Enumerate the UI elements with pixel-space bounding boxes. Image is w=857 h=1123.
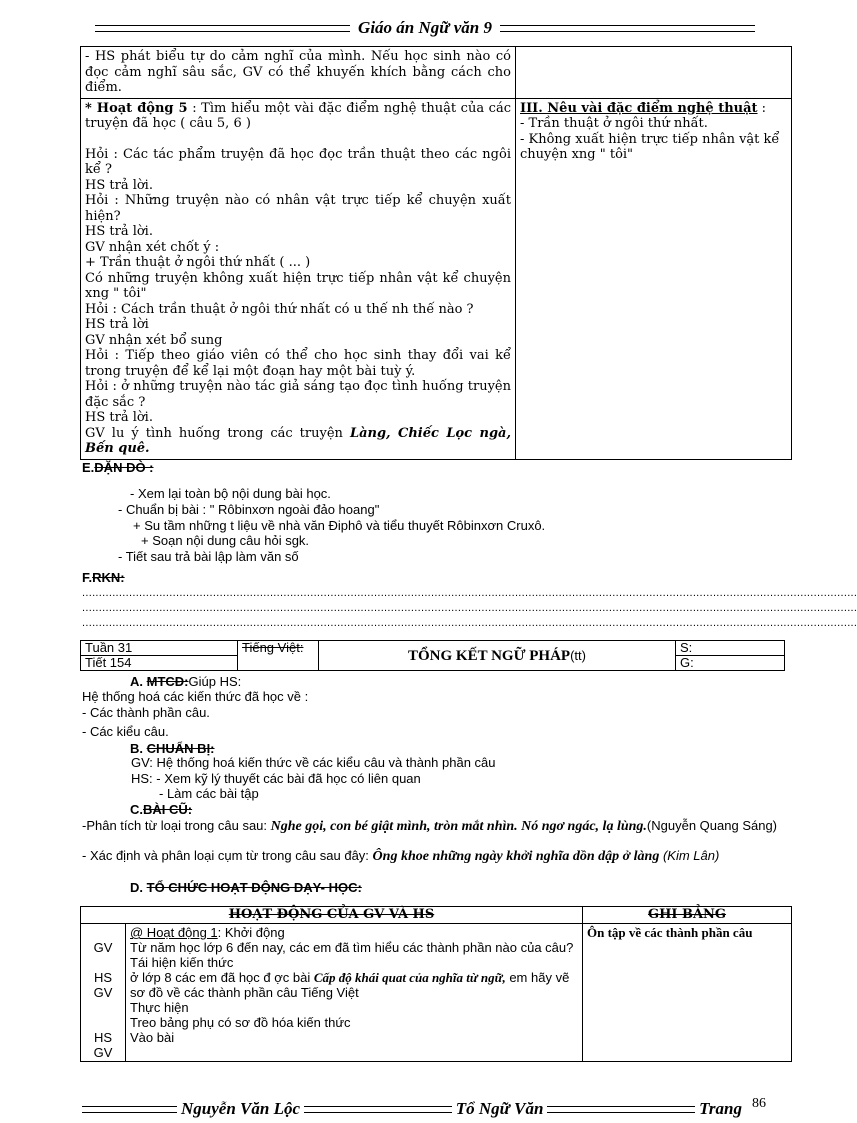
lesson-week: Tuần 31: [81, 641, 238, 656]
lesson-period: Tiết 154: [81, 656, 238, 671]
role-label: GV: [93, 1045, 113, 1060]
preparation-line: - Làm các bài tập: [159, 786, 259, 801]
role-label: HS: [93, 1030, 113, 1045]
page-header: [95, 18, 755, 38]
section-b-prefix: B.: [130, 741, 143, 756]
activity-table: [80, 46, 792, 460]
section-a-after: Giúp HS:: [188, 674, 242, 689]
activity-line: Tái hiện kiến thức: [130, 955, 234, 970]
section-c-heading: [130, 802, 192, 817]
table1-line: HS trả lời.: [85, 410, 153, 425]
homework-item: - Xem lại toàn bộ nội dung bài học.: [130, 486, 331, 501]
table1-line: HS trả lời.: [85, 224, 153, 239]
table1-line: Hỏi : ở những truyện nào tác giả sáng tạo đọc tình huống truyện đặc sắc ?: [85, 379, 511, 410]
notes-heading-colon: :: [761, 100, 767, 116]
table1-row1-right: [516, 47, 792, 99]
footer-rule: [304, 1106, 452, 1113]
lesson-g-label: G:: [676, 656, 785, 671]
lesson-title: TỔNG KẾT NGỮ PHÁP: [408, 647, 571, 664]
role-spacer: [85, 925, 121, 940]
homework-item: + Soạn nội dung câu hỏi sgk.: [141, 533, 310, 548]
activity5-text: : Tìm hiểu một vài đặc điểm nghệ thuật của các truyện đã học ( câu 5, 6 ): [85, 100, 511, 131]
table1-line: Hỏi : Những truyện nào có nhân vật trực tiếp kể chuyện xuất hiện?: [85, 193, 511, 224]
notes-heading: III. Nêu vài đặc điểm nghệ thuật: [520, 100, 758, 116]
objective-line: - Các kiểu câu.: [82, 724, 169, 739]
homework-item: + Su tầm những t liệu về nhà văn Điphô và tiểu thuyết Rôbinxơn Cruxô.: [133, 518, 546, 533]
homework-item: - Chuẩn bị bài : " Rôbinxơn ngoài đảo hoang": [118, 502, 380, 517]
activity-line-after: em hãy vẽ sơ đồ về các thành phần câu Tiếng Việt: [130, 970, 570, 1000]
header-title: Giáo án Ngữ văn 9: [358, 18, 492, 38]
footer-rule: [82, 1106, 177, 1113]
col-board-header: GHI BẢNG: [583, 907, 792, 924]
lesson-title-suffix: (tt): [570, 647, 586, 663]
homework-item: - Tiết sau trả bài lập làm văn số: [118, 549, 299, 564]
preparation-line: HS: - Xem kỹ lý thuyết các bài đã học có liên quan: [131, 771, 421, 786]
notes-dots-line: .......................................................................................................................................................................................................................................: [82, 617, 857, 629]
notes-item: - Không xuất hiện trực tiếp nhân vật kể chuyện xng " tôi": [520, 131, 780, 162]
role-spacer: [85, 1000, 121, 1030]
lesson-subject-spacer: [238, 656, 319, 671]
footer-rule: [547, 1106, 695, 1113]
section-e-title: DẶN DÒ :: [94, 460, 154, 475]
section-b-heading: [130, 741, 215, 756]
activity-line: Vào bài: [130, 1030, 175, 1045]
notes-dots-line: .......................................................................................................................................................................................................................................: [82, 587, 857, 599]
activity-line-composite: [130, 970, 578, 1000]
activity-line-prefix: ở lớp 8 các em đã học đ ợc bài: [130, 970, 311, 985]
notes-item: - Trần thuật ở ngôi thứ nhất.: [520, 116, 708, 131]
table1-notes-cell: [516, 98, 792, 459]
section-f-heading: [82, 570, 125, 585]
review-question-1: [82, 818, 782, 834]
section-e-prefix: E.: [82, 460, 95, 475]
section-d-heading: [130, 880, 362, 895]
teaching-activities-table: [80, 906, 792, 1062]
lesson-title-cell: [319, 641, 676, 671]
section-a-heading: [130, 674, 241, 689]
role-label: GV: [93, 940, 113, 955]
col-activities-header: HOẠT ĐỘNG CỦA GV VÀ HS: [81, 907, 583, 924]
lesson-s-label: S:: [676, 641, 785, 656]
activity5-label: * Hoạt động 5: [85, 100, 188, 116]
review-1-source: (Nguyễn Quang Sáng): [646, 818, 778, 833]
review-2-quote: Ông khoe những ngày khởi nghĩa dồn dập ở làng: [372, 849, 660, 864]
role-label: GV: [93, 985, 113, 1000]
role-column: [81, 924, 126, 1062]
page-footer: [82, 1098, 742, 1120]
footer-trang: Trang: [699, 1099, 742, 1119]
activity1-text: : Khởi động: [217, 925, 285, 940]
table1-line: Hỏi : Cách trần thuật ở ngôi thứ nhất có u thế nh thế nào ?: [85, 301, 474, 317]
table1-activity5-cell: [81, 98, 516, 459]
footer-group: Tổ Ngữ Văn: [455, 1099, 544, 1119]
review-2-prefix: - Xác định và phân loại cụm từ trong câu sau đây:: [82, 848, 369, 863]
section-c-title: BÀI CŨ:: [143, 802, 193, 817]
table1-line: Hỏi : Các tác phẩm truyện đã học đọc trần thuật theo các ngôi kể ?: [85, 146, 511, 177]
role-label: HS: [93, 970, 113, 985]
section-a-prefix: A.: [130, 674, 143, 689]
table1-row1-left: - HS phát biểu tự do cảm nghĩ của mình. Nếu học sinh nào có đọc cảm nghĩ sâu sắc, GV có thể khuyến khích bằng cách cho điểm.: [81, 47, 516, 99]
section-e-heading: [82, 460, 154, 475]
footer-author: Nguyễn Văn Lộc: [181, 1099, 300, 1119]
table1-line: Có những truyện không xuất hiện trực tiếp nhân vật kể chuyện xng " tôi": [85, 270, 511, 301]
role-spacer: [85, 955, 121, 970]
section-d-prefix: D.: [130, 880, 143, 895]
board-note: Ôn tập về các thành phần câu: [583, 924, 792, 1062]
section-f-prefix: F.: [82, 570, 93, 585]
activity1-label: @ Hoạt động 1: [130, 925, 218, 940]
table1-line: + Trần thuật ở ngôi thứ nhất ( ... ): [85, 255, 311, 270]
section-d-title: TỔ CHỨC HOẠT ĐỘNG DẠY- HỌC:: [146, 880, 362, 895]
header-rule-left: [95, 25, 350, 32]
section-c-prefix: C.: [130, 802, 143, 817]
page-number: 86: [752, 1096, 766, 1111]
table1-last-line-prefix: GV lu ý tình huống trong các truyện: [85, 425, 343, 441]
table1-line: HS trả lời: [85, 317, 149, 332]
section-b-title: CHUẨN BỊ:: [146, 741, 215, 756]
header-rule-right: [500, 25, 755, 32]
review-1-quote: Nghe gọi, con bé giật mình, tròn mắt nhìn. Nó ngơ ngác, lạ lùng.: [270, 819, 647, 834]
review-1-prefix: -Phân tích từ loại trong câu sau:: [82, 818, 268, 833]
table1-line: GV nhận xét chốt ý :: [85, 239, 220, 255]
activity-line: Từ năm học lớp 6 đến nay, các em đã tìm hiểu các thành phần nào của câu?: [130, 940, 574, 955]
review-question-2: [82, 848, 782, 864]
lesson-subject: Tiếng Việt:: [238, 641, 319, 656]
section-a-title: MTCĐ:: [146, 674, 189, 689]
review-2-source: (Kim Lân): [662, 848, 720, 863]
activity-line-bold: Cấp độ khái quat của nghĩa từ ngữ,: [313, 970, 506, 985]
objective-line: - Các thành phần câu.: [82, 705, 210, 720]
section-f-title: RKN:: [92, 570, 125, 585]
table1-line: HS trả lời.: [85, 177, 153, 193]
table1-line: Hỏi : Tiếp theo giáo viên có thể cho học sinh thay đổi vai kể trong truyện để kể lại một đoạn hay một bài tuỳ ý.: [85, 348, 511, 379]
activities-column: [126, 924, 583, 1062]
table1-line: GV nhận xét bổ sung: [85, 332, 223, 348]
notes-dots-line: .......................................................................................................................................................................................................................................: [82, 602, 857, 614]
table1-works: Làng, Chiếc Lọc ngà, Bến quê.: [85, 425, 511, 456]
activity-line: Treo bảng phụ có sơ đồ hóa kiến thức: [130, 1015, 351, 1030]
activity-line: Thực hiện: [130, 1000, 189, 1015]
preparation-line: GV: Hệ thống hoá kiến thức về các kiểu câu và thành phần câu: [131, 755, 496, 770]
objective-line: Hệ thống hoá các kiến thức đã học về :: [82, 689, 309, 704]
lesson-info-table: [80, 640, 785, 671]
